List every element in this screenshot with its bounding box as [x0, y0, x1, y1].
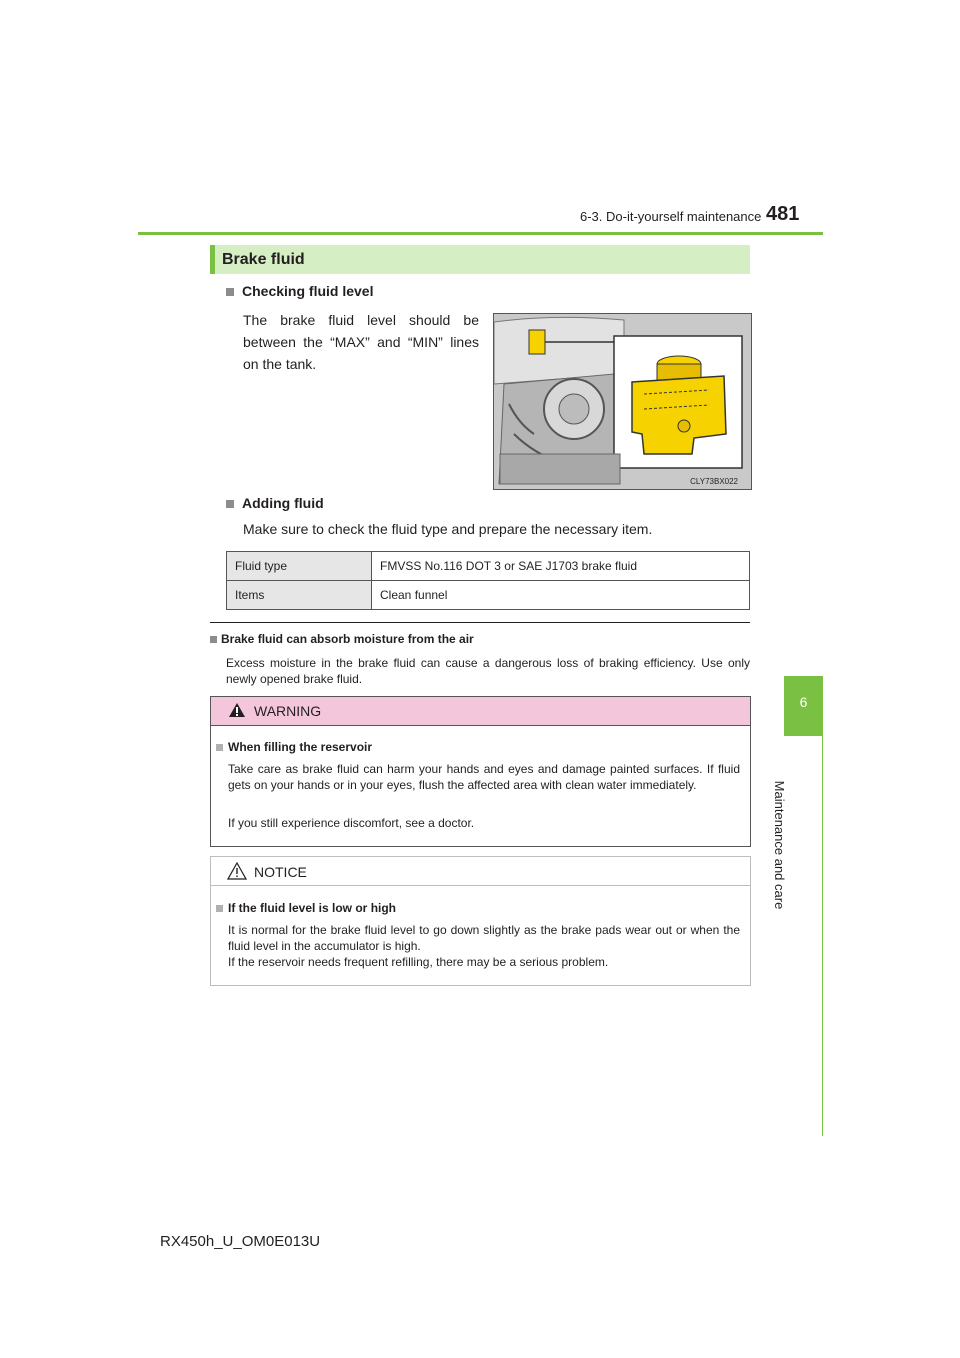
table-row [227, 581, 750, 610]
figure-code: CLY73BX022 [690, 477, 738, 486]
table-cell-value: FMVSS No.116 DOT 3 or SAE J1703 brake fluid [372, 552, 750, 581]
warning-text-2: If you still experience discomfort, see a doctor. [228, 816, 475, 830]
note-text: Excess moisture in the brake fluid can cause a dangerous loss of braking efficiency. Use only newly opened brake fluid. [226, 656, 750, 686]
section-accent [210, 245, 215, 274]
chapter-number: 6 [799, 694, 808, 710]
warning-heading: When filling the reservoir [216, 740, 372, 754]
warning-title: WARNING [254, 703, 322, 719]
header-section-title: 6-3. Do-it-yourself maintenance [580, 209, 762, 224]
checking-heading: Checking fluid level [226, 283, 373, 299]
note-heading: Brake fluid can absorb moisture from the air [210, 632, 474, 646]
warning-triangle-icon [228, 702, 246, 718]
notice-heading: If the fluid level is low or high [216, 901, 396, 915]
square-bullet-icon [216, 744, 223, 751]
checking-text: The brake fluid level should be between the “MAX” and “MIN” lines on the tank. [243, 312, 479, 372]
chapter-tab-line [822, 736, 823, 1136]
table-cell-label: Items [227, 581, 372, 610]
square-bullet-icon [210, 636, 217, 643]
chapter-label: Maintenance and care [772, 780, 787, 910]
notice-title: NOTICE [254, 864, 307, 880]
page-number: 481 [766, 203, 800, 225]
table-cell-label: Fluid type [227, 552, 372, 581]
engine-illustration [494, 314, 751, 489]
footer-doc-code: RX450h_U_OM0E013U [160, 1233, 321, 1250]
fluid-table [226, 551, 750, 610]
adding-text: Make sure to check the fluid type and prepare the necessary item. [243, 521, 653, 537]
note-divider [210, 622, 750, 623]
notice-text-1: It is normal for the brake fluid level to go down slightly as the brake pads wear out or when the fluid level in the accumulator is high. [228, 923, 740, 953]
square-bullet-icon [226, 288, 234, 296]
square-bullet-icon [216, 905, 223, 912]
section-title: Brake fluid [222, 251, 305, 268]
engine-compartment-figure [493, 313, 752, 490]
header-rule [138, 232, 823, 235]
notice-text-2: If the reservoir needs frequent refilling, there may be a serious problem. [228, 955, 609, 969]
adding-heading: Adding fluid [226, 495, 324, 511]
table-row [227, 552, 750, 581]
warning-text-1: Take care as brake fluid can harm your hands and eyes and damage painted surfaces. If fluid gets on your hands or in your eyes, flush the affected area with clean water immediately. [228, 762, 740, 792]
square-bullet-icon [226, 500, 234, 508]
caution-triangle-icon [227, 862, 247, 880]
table-cell-value: Clean funnel [372, 581, 750, 610]
